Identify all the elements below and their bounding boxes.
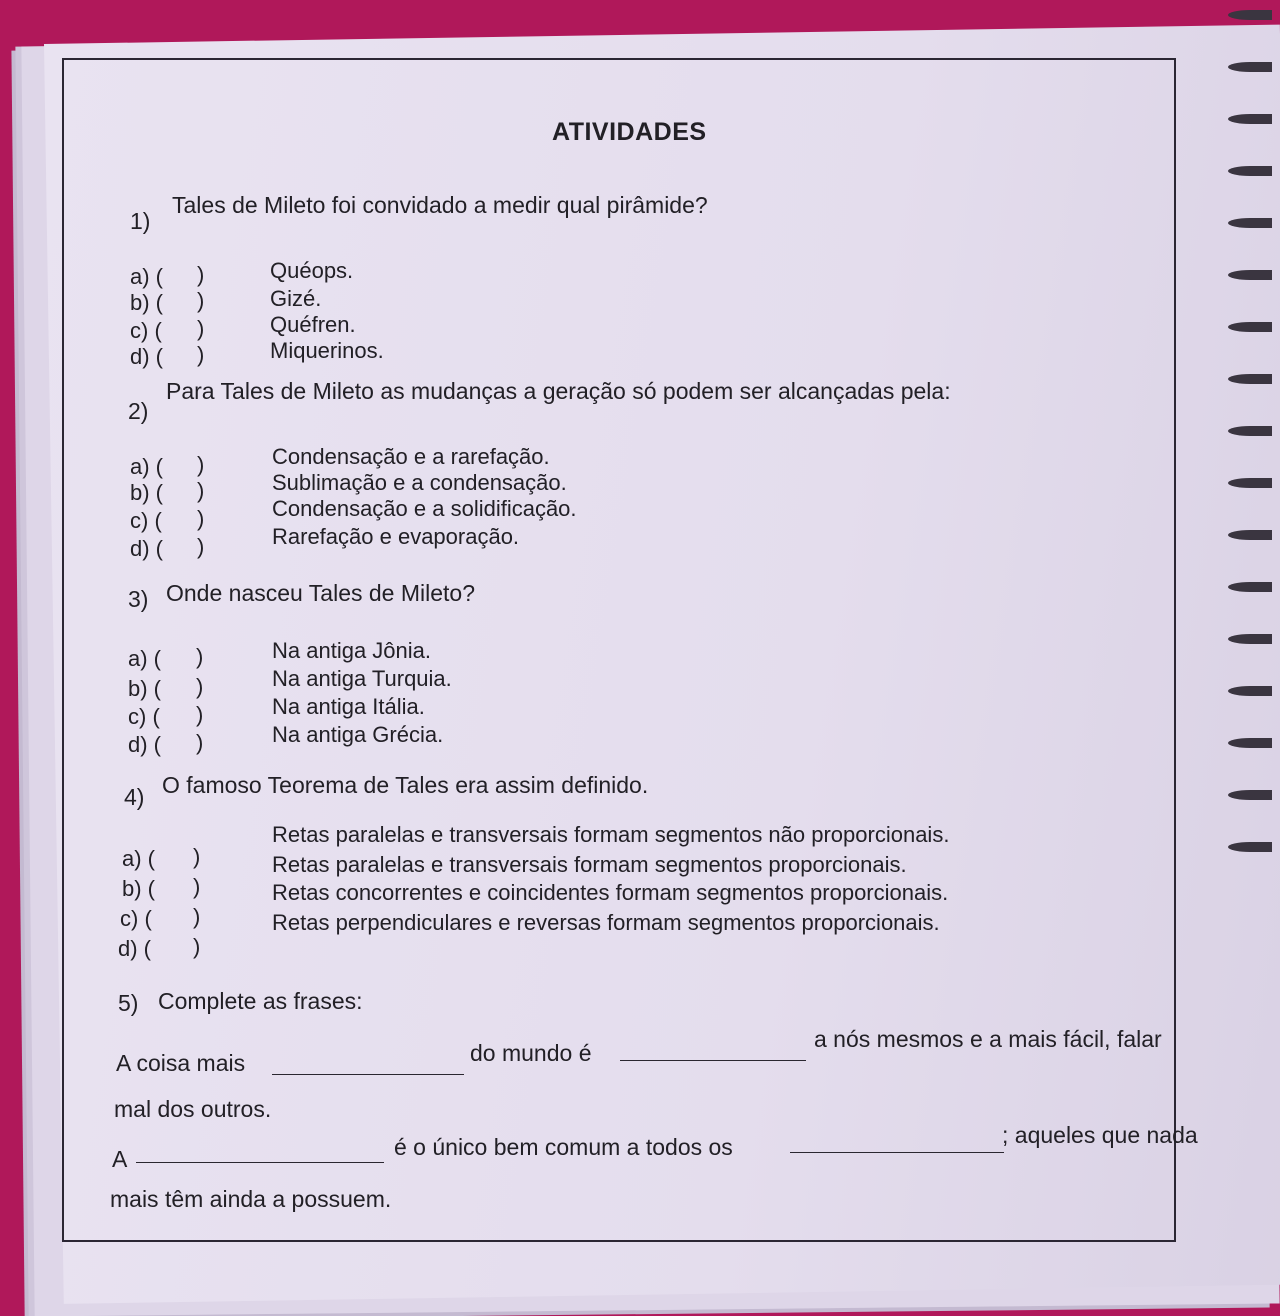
option-paren: ) xyxy=(197,534,205,559)
option-text: Quéops. xyxy=(270,258,354,283)
sentence-2-part-3: ; aqueles que nada xyxy=(1002,1122,1198,1148)
option-text: Na antiga Itália. xyxy=(272,694,425,719)
option-text: Retas perpendiculares e reversas formam segmentos proporcionais. xyxy=(272,910,940,935)
option-text: Rarefação e evaporação. xyxy=(272,524,520,549)
option-letter: a) ( xyxy=(130,264,163,289)
option-letter: b) ( xyxy=(122,876,155,901)
fill-in-blank[interactable] xyxy=(136,1162,384,1163)
question-3-number: 3) xyxy=(128,586,149,612)
option-text: Sublimação e a condensação. xyxy=(272,470,567,495)
option-paren: ) xyxy=(197,452,205,477)
option-letter: c) ( xyxy=(130,318,162,343)
option-paren: ) xyxy=(197,478,205,503)
option-paren: ) xyxy=(193,934,201,959)
option-letter: c) ( xyxy=(128,704,160,729)
option-letter: d) ( xyxy=(128,732,161,757)
fill-in-blank[interactable] xyxy=(620,1060,806,1061)
option-paren: ) xyxy=(196,730,204,755)
option-text: Condensação e a solidificação. xyxy=(272,496,577,521)
option-text: Na antiga Grécia. xyxy=(272,722,444,747)
option-letter: d) ( xyxy=(118,936,151,961)
option-text: Gizé. xyxy=(270,286,322,311)
option-letter: b) ( xyxy=(130,480,163,505)
question-5-text: Complete as frases: xyxy=(158,988,363,1014)
option-paren: ) xyxy=(197,288,205,313)
question-1-number: 1) xyxy=(130,208,151,234)
option-letter: a) ( xyxy=(128,646,161,671)
option-paren: ) xyxy=(196,644,204,669)
option-letter: c) ( xyxy=(130,508,162,533)
fill-in-blank[interactable] xyxy=(790,1152,1004,1153)
sentence-1-part-1: A coisa mais xyxy=(116,1050,246,1076)
question-4-text: O famoso Teorema de Tales era assim definido. xyxy=(162,772,649,798)
option-letter: b) ( xyxy=(128,676,161,701)
option-paren: ) xyxy=(197,506,205,531)
question-2-number: 2) xyxy=(128,398,149,424)
sentence-2-part-4: mais têm ainda a possuem. xyxy=(110,1186,392,1212)
page-title: ATIVIDADES xyxy=(552,118,707,146)
question-4-number: 4) xyxy=(124,784,145,810)
option-text: Quéfren. xyxy=(270,312,356,337)
option-text: Na antiga Jônia. xyxy=(272,638,431,663)
question-3-text: Onde nasceu Tales de Mileto? xyxy=(166,580,475,606)
question-5-number: 5) xyxy=(118,990,139,1016)
option-paren: ) xyxy=(196,702,204,727)
option-text: Retas paralelas e transversais formam segmentos não proporcionais. xyxy=(272,822,950,847)
option-text: Condensação e a rarefação. xyxy=(272,444,550,469)
option-letter: d) ( xyxy=(130,344,163,369)
option-paren: ) xyxy=(197,342,205,367)
option-paren: ) xyxy=(197,316,205,341)
sentence-1-part-4: mal dos outros. xyxy=(114,1096,272,1122)
option-text: Na antiga Turquia. xyxy=(272,666,452,691)
option-letter: d) ( xyxy=(130,536,163,561)
question-1-text: Tales de Mileto foi convidado a medir qual pirâmide? xyxy=(172,192,708,218)
option-text: Retas concorrentes e coincidentes formam segmentos proporcionais. xyxy=(272,880,949,905)
sentence-2-part-1: A xyxy=(112,1146,128,1172)
option-letter: b) ( xyxy=(130,290,163,315)
option-paren: ) xyxy=(193,904,201,929)
option-paren: ) xyxy=(196,674,204,699)
sentence-1-part-2: do mundo é xyxy=(470,1040,592,1066)
option-text: Retas paralelas e transversais formam segmentos proporcionais. xyxy=(272,852,907,877)
option-paren: ) xyxy=(193,874,201,899)
option-paren: ) xyxy=(197,262,205,287)
option-paren: ) xyxy=(193,844,201,869)
fill-in-blank[interactable] xyxy=(272,1074,464,1075)
sentence-2-part-2: é o único bem comum a todos os xyxy=(394,1134,733,1160)
option-letter: c) ( xyxy=(120,906,152,931)
option-letter: a) ( xyxy=(130,454,163,479)
option-letter: a) ( xyxy=(122,846,155,871)
question-2-text: Para Tales de Mileto as mudanças a geração só podem ser alcançadas pela: xyxy=(166,378,951,404)
sentence-1-part-3: a nós mesmos e a mais fácil, falar xyxy=(814,1026,1162,1052)
option-text: Miquerinos. xyxy=(270,338,384,363)
